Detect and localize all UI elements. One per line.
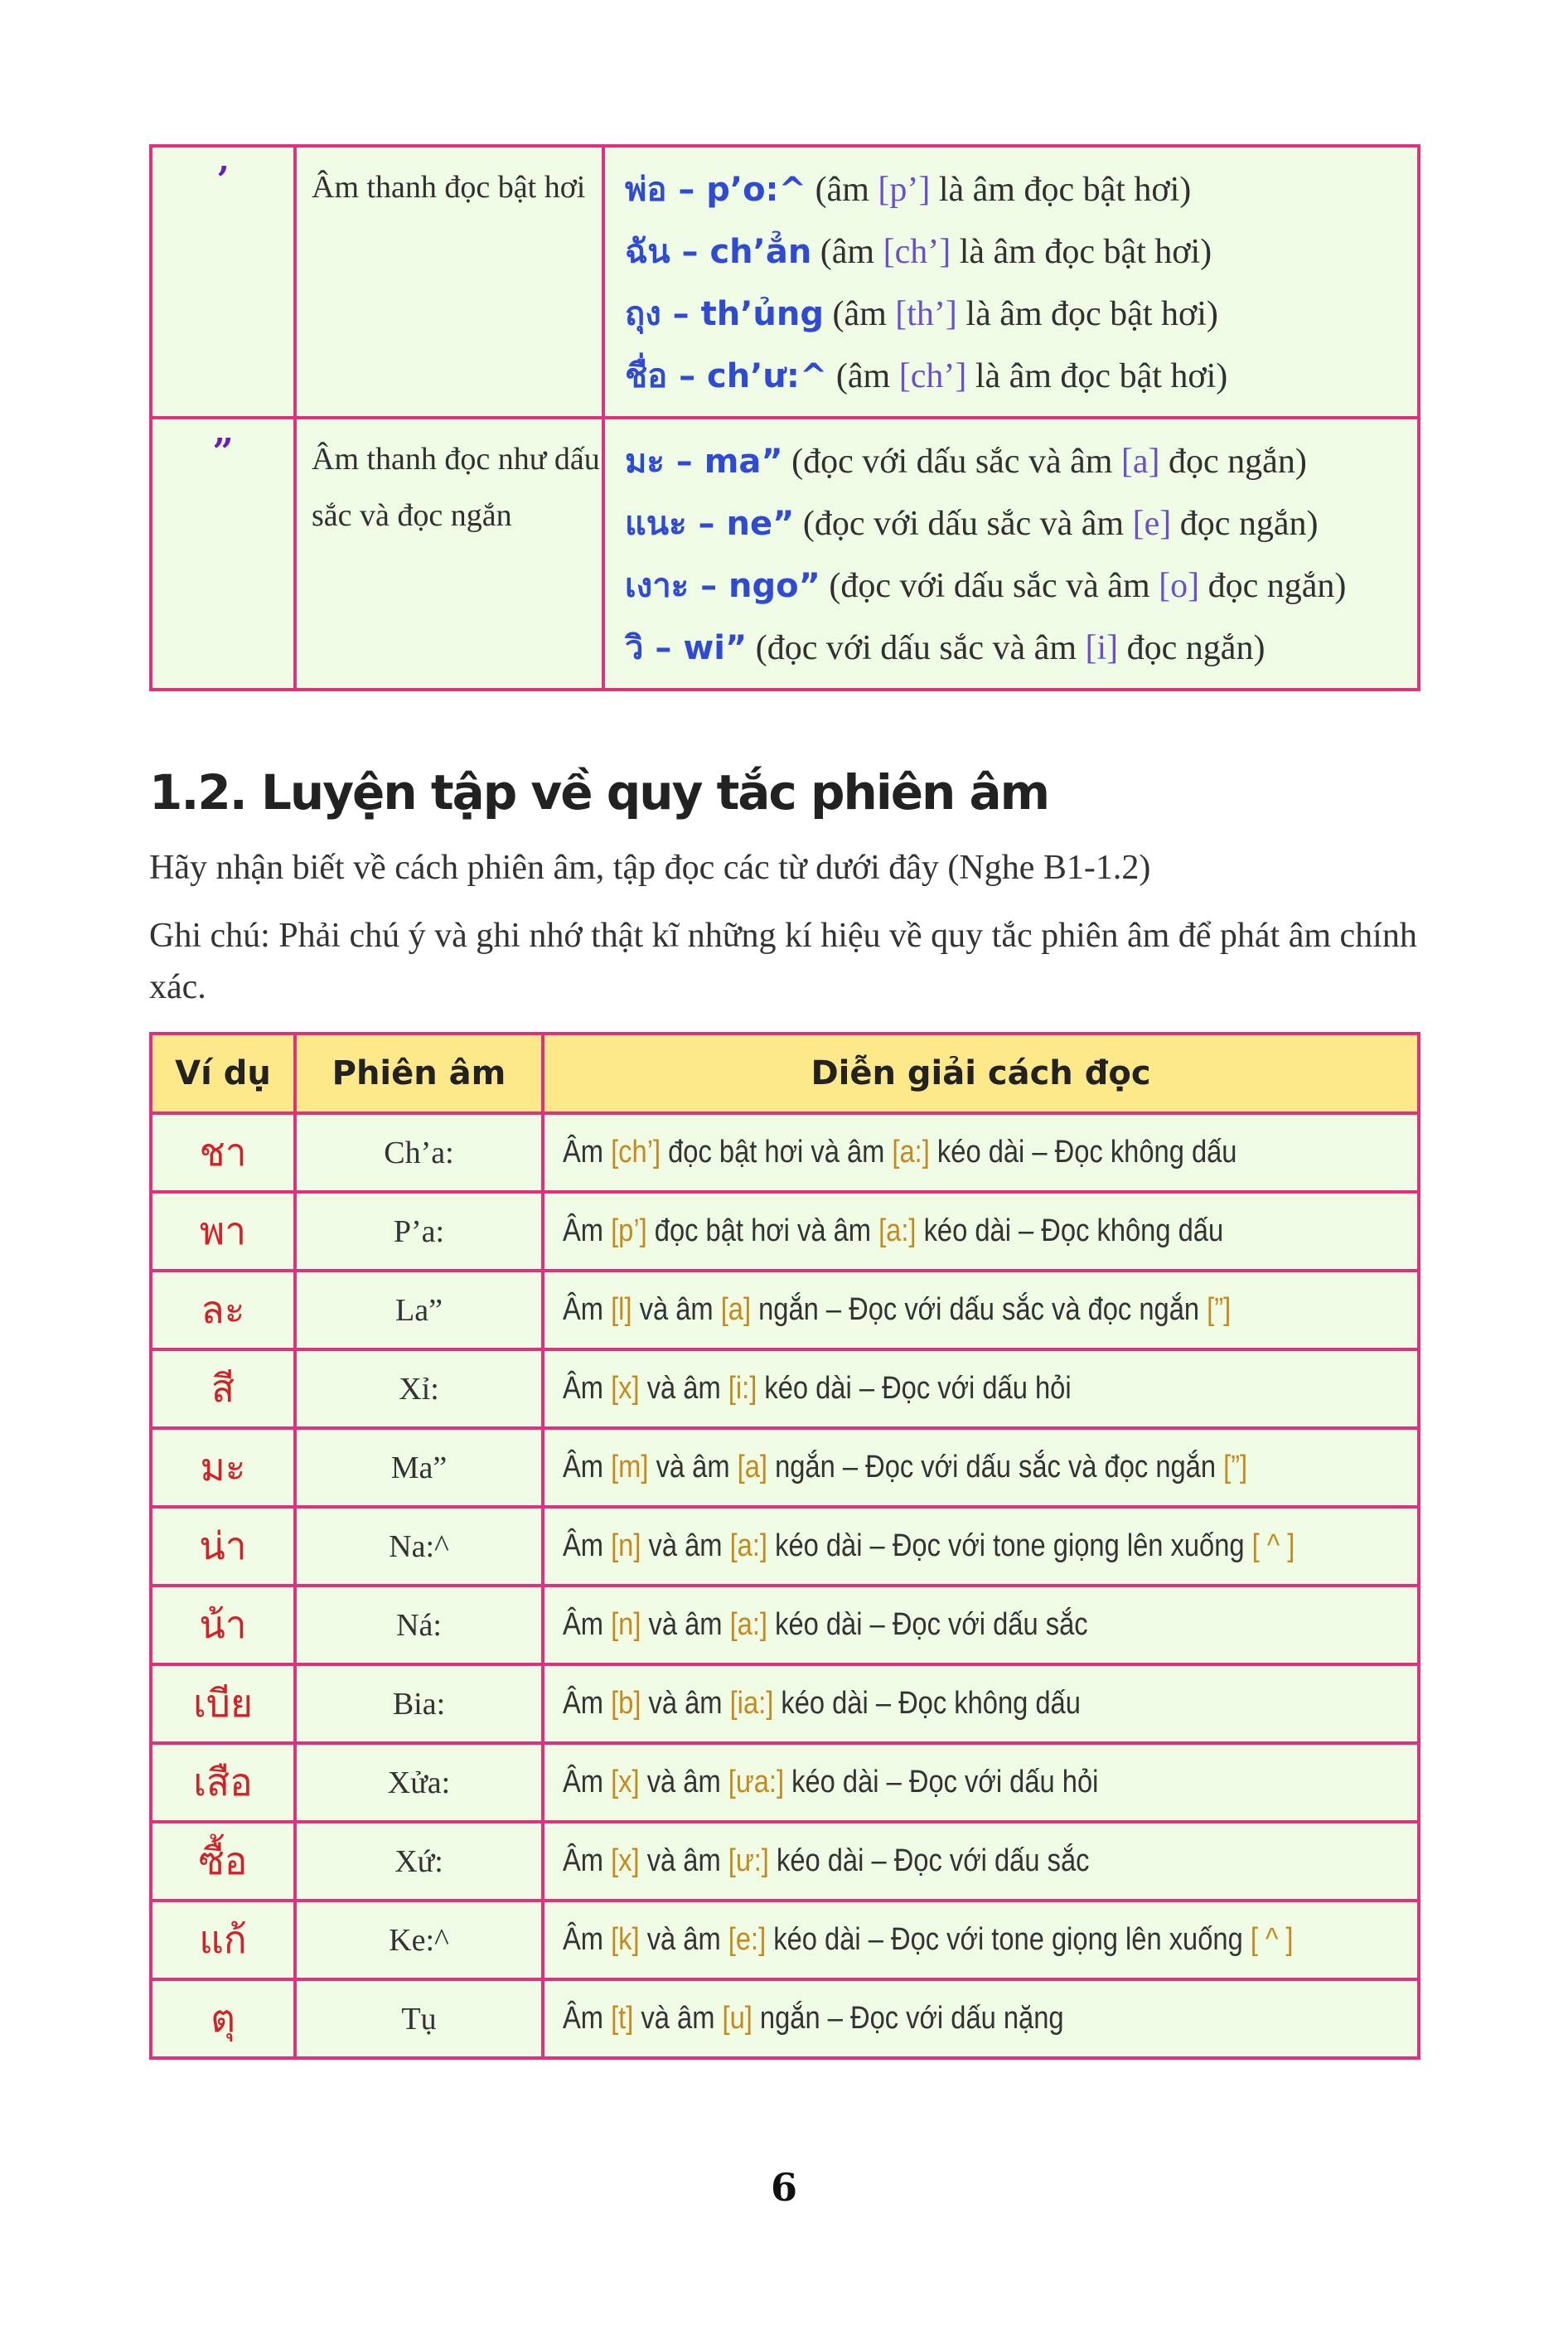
table-row [151,1901,1419,1979]
example-word: วิ – wi” [625,629,748,667]
explanation-text [563,1135,1236,1170]
symbol-row [151,146,1419,418]
transcription: Xỉ: [295,1349,543,1428]
example-line [625,346,1417,408]
example-text: đọc ngắn) [1159,443,1307,481]
table-row [151,1822,1419,1901]
header-explanation: Diễn giải cách đọc [543,1034,1419,1113]
symbol-row [151,418,1419,690]
phoneme-key: [”] [1207,1292,1232,1327]
explanation-part: kéo dài – Đọc không dấu [916,1213,1224,1248]
explanation-part: Âm [563,1843,612,1878]
explanation-part: kéo dài – Đọc không dấu [929,1135,1237,1170]
thai-example: สี [151,1349,295,1428]
explanation-text [563,1450,1247,1485]
explanation-part: Âm [563,1292,612,1327]
example-key: [i] [1085,629,1119,667]
explanation [543,1743,1419,1822]
table-row [151,1271,1419,1349]
explanation-text [563,1213,1223,1249]
transcription: Xứ: [295,1822,543,1901]
thai-example: น่า [151,1507,295,1586]
explanation-part: kéo dài – Đọc với dấu hỏi [757,1371,1072,1406]
example-key: [ch’] [883,233,951,271]
phoneme-key: [ư:] [728,1843,769,1878]
explanation-part: kéo dài – Đọc với dấu sắc [768,1843,1090,1878]
table-row [151,1428,1419,1507]
example-key: [th’] [895,295,957,333]
explanation-text [563,2001,1064,2037]
explanation-text [563,1922,1293,1958]
explanation-part: Âm [563,1607,612,1642]
transcription: Ke:^ [295,1901,543,1979]
transcription: Xửa: [295,1743,543,1822]
header-example: Ví dụ [151,1034,295,1113]
example-word: มะ – ma” [625,443,783,481]
explanation-part: và âm [641,1607,730,1642]
practice-table [149,1032,1420,2060]
example-text: là âm đọc bật hơi) [930,171,1192,209]
explanation-part: Âm [563,1922,612,1957]
explanation [543,1979,1419,2058]
explanation-part: kéo dài – Đọc với dấu sắc [767,1607,1088,1642]
explanation-part: và âm [639,1371,728,1406]
example-word: แนะ – ne” [625,505,795,543]
example-text: đọc ngắn) [1171,505,1319,543]
explanation-part: ngắn – Đọc với dấu sắc và đọc ngắn [767,1450,1224,1484]
table-row [151,1664,1419,1743]
explanation [543,1822,1419,1901]
explanation-part: và âm [639,1922,728,1957]
example-word: พ่อ – p’o:^ [625,171,807,209]
explanation-part: và âm [641,1528,730,1563]
phoneme-key: [n] [611,1528,641,1563]
phoneme-key: [x] [611,1371,640,1406]
table-row [151,1743,1419,1822]
phoneme-key: [a] [737,1450,767,1484]
phoneme-key: [ch’] [611,1135,661,1170]
explanation-part: Âm [563,1528,612,1563]
example-word: ชื่อ – ch’ư:^ [625,357,828,395]
phoneme-key: [ ^ ] [1251,1528,1295,1563]
thai-example: ซื้อ [151,1822,295,1901]
explanation [543,1113,1419,1192]
phoneme-key: [ưa:] [728,1765,785,1799]
phoneme-key: [x] [611,1765,640,1799]
explanation-part: đọc bật hơi và âm [646,1213,879,1248]
phoneme-key: [a:] [729,1528,768,1563]
phoneme-key: [e:] [728,1922,767,1957]
phoneme-key: [t] [611,2001,634,2036]
phoneme-key: [ ^ ] [1250,1922,1294,1957]
example-text: đọc ngắn) [1199,567,1347,605]
example-line [625,618,1417,680]
example-line [625,221,1417,283]
phoneme-key: [”] [1223,1450,1248,1484]
transcription: Tụ [295,1979,543,2058]
explanation [543,1586,1419,1664]
explanation-part: và âm [639,1843,728,1878]
transcription: La” [295,1271,543,1349]
page-number: 6 [770,2165,797,2210]
intro-text: Hãy nhận biết về cách phiên âm, tập đọc các từ dưới đây (Nghe B1-1.2) [149,849,1151,887]
explanation-part: và âm [632,1292,721,1327]
meaning-cell: Âm thanh đọc bật hơi [295,146,603,418]
example-text: (đọc với dấu sắc và âm [820,567,1159,605]
explanation [543,1664,1419,1743]
explanation-text [563,1607,1088,1643]
explanation-part: Âm [563,2001,612,2036]
examples-cell [603,418,1419,690]
transcription-symbols-table [149,144,1420,691]
explanation-part: Âm [563,1450,612,1484]
transcription: Ma” [295,1428,543,1507]
explanation [543,1271,1419,1349]
explanation [543,1349,1419,1428]
example-line [625,283,1417,346]
note-text: Ghi chú: Phải chú ý và ghi nhớ thật kĩ những kí hiệu về quy tắc phiên âm để phát âm chính xác. [149,917,1417,1006]
phoneme-key: [u] [722,2001,753,2036]
thai-example: ชา [151,1113,295,1192]
example-word: ถุง – th’ủng [625,295,824,333]
example-text: (âm [823,295,896,333]
phoneme-key: [p’] [611,1213,647,1248]
example-key: [p’] [878,171,931,209]
table-row [151,1113,1419,1192]
explanation-text [563,1292,1231,1328]
phoneme-key: [a:] [892,1135,930,1170]
explanation-text [563,1686,1081,1722]
table-row [151,1979,1419,2058]
example-text: là âm đọc bật hơi) [956,295,1218,333]
thai-example: น้า [151,1586,295,1664]
transcription: Ná: [295,1586,543,1664]
header-transcription: Phiên âm [295,1034,543,1113]
section-heading: 1.2. Luyện tập về quy tắc phiên âm [149,764,1049,821]
example-text: (đọc với dấu sắc và âm [747,629,1086,667]
example-text: (âm [811,233,883,271]
example-text: là âm đọc bật hơi) [966,357,1228,395]
explanation-part: Âm [563,1765,612,1799]
symbol-cell: ” [151,418,295,690]
transcription: Bia: [295,1664,543,1743]
transcription: Ch’a: [295,1113,543,1192]
examples-cell [603,146,1419,418]
thai-example: เบีย [151,1664,295,1743]
symbol-cell: ’ [151,146,295,418]
example-line [625,431,1417,493]
practice-table-header [151,1034,1419,1113]
table-row [151,1349,1419,1428]
explanation-part: Âm [563,1135,612,1170]
example-key: [ch’] [898,357,967,395]
example-text: là âm đọc bật hơi) [951,233,1212,271]
explanation-part: và âm [648,1450,738,1484]
example-line [625,159,1417,221]
phoneme-key: [a] [720,1292,752,1327]
explanation [543,1428,1419,1507]
example-text: (đọc với dấu sắc và âm [782,443,1121,481]
phoneme-key: [b] [611,1686,641,1721]
transcription: Na:^ [295,1507,543,1586]
example-key: [a] [1120,443,1160,481]
phoneme-key: [a:] [729,1607,768,1642]
table-row [151,1192,1419,1271]
example-key: [e] [1132,505,1172,543]
explanation-text [563,1371,1072,1407]
phoneme-key: [k] [611,1922,640,1957]
phoneme-key: [ia:] [729,1686,774,1721]
explanation-part: và âm [633,2001,723,2036]
explanation [543,1507,1419,1586]
phoneme-key: [i:] [728,1371,757,1406]
explanation-part: kéo dài – Đọc với dấu hỏi [784,1765,1099,1799]
phoneme-key: [m] [611,1450,649,1484]
transcription: P’a: [295,1192,543,1271]
thai-example: แก้ [151,1901,295,1979]
explanation-part: và âm [639,1765,728,1799]
example-line [625,493,1417,555]
thai-example: ละ [151,1271,295,1349]
explanation [543,1901,1419,1979]
thai-example: ตุ [151,1979,295,2058]
explanation-text [563,1843,1089,1879]
example-key: [o] [1159,567,1200,605]
explanation-part: kéo dài – Đọc không dấu [773,1686,1081,1721]
example-text: (âm [827,357,899,395]
phoneme-key: [a:] [878,1213,917,1248]
explanation-part: kéo dài – Đọc với tone giọng lên xuống [767,1528,1252,1563]
phoneme-key: [l] [611,1292,632,1327]
example-text: đọc ngắn) [1118,629,1266,667]
meaning-cell: Âm thanh đọc như dấu sắc và đọc ngắn [295,418,603,690]
example-word: ฉัน – ch’ẳn [625,233,812,271]
explanation-part: Âm [563,1686,612,1721]
explanation-text [563,1528,1295,1564]
example-text: (âm [806,171,878,209]
explanation-part: kéo dài – Đọc với tone giọng lên xuống [766,1922,1251,1957]
table-row [151,1586,1419,1664]
thai-example: เสือ [151,1743,295,1822]
thai-example: มะ [151,1428,295,1507]
phoneme-key: [n] [611,1607,641,1642]
explanation-text [563,1765,1098,1800]
explanation [543,1192,1419,1271]
explanation-part: đọc bật hơi và âm [661,1135,893,1170]
explanation-part: ngắn – Đọc với dấu sắc và đọc ngắn [751,1292,1207,1327]
thai-example: พา [151,1192,295,1271]
example-line [625,555,1417,618]
example-word: เงาะ – ngo” [625,567,820,605]
explanation-part: và âm [641,1686,730,1721]
explanation-part: Âm [563,1213,612,1248]
explanation-part: ngắn – Đọc với dấu nặng [752,2001,1064,2036]
phoneme-key: [x] [611,1843,640,1878]
explanation-part: Âm [563,1371,612,1406]
table-row [151,1507,1419,1586]
example-text: (đọc với dấu sắc và âm [794,505,1133,543]
